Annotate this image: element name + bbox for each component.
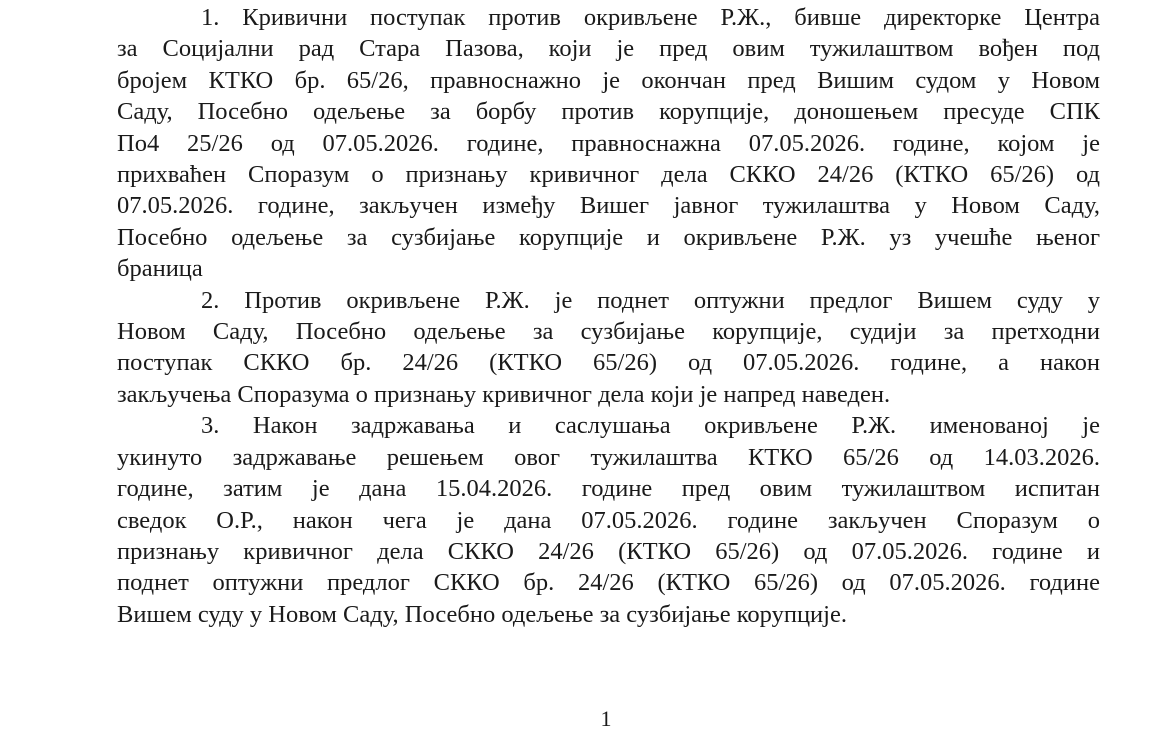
paragraph-line: прихваћен Споразум о признању кривичног дела СККО 24/26 (КТКО 65/26) од <box>117 161 1100 189</box>
paragraph-line: закључења Споразума о признању кривичног дела који је напред наведен. <box>117 380 891 408</box>
paragraph-line: браница <box>117 255 203 283</box>
paragraph-line: признању кривичног дела СККО 24/26 (КТКО 65/26) од 07.05.2026. године и <box>117 537 1100 565</box>
paragraph-line: Саду, Посебно одељење за борбу против корупције, доношењем пресуде СПК <box>117 98 1100 126</box>
paragraph-line: укинуто задржавање решењем овог тужилаштва КТКО 65/26 од 14.03.2026. <box>117 443 1100 471</box>
paragraph-line: бројем КТКО бр. 65/26, правноснажно је окончан пред Вишим судом у Новом <box>117 66 1100 94</box>
page-number: 1 <box>600 706 612 731</box>
paragraph-1 <box>117 2 1100 285</box>
paragraph-2 <box>117 285 1100 411</box>
paragraph-line: 1. Кривични поступак против окривљене Р.Ж., бивше директорке Центра <box>201 4 1100 31</box>
paragraph-line: године, затим је дана 15.04.2026. године пред овим тужилаштвом испитан <box>117 475 1100 503</box>
paragraph-line: поднет оптужни предлог СККО бр. 24/26 (КТКО 65/26) од 07.05.2026. године <box>117 569 1100 597</box>
paragraph-line: Новом Саду, Посебно одељење за сузбијање корупције, судији за претходни <box>117 318 1100 346</box>
paragraph-line: По4 25/26 од 07.05.2026. године, правноснажна 07.05.2026. године, којом је <box>117 129 1100 157</box>
paragraph-line: 07.05.2026. године, закључен између Вишег јавног тужилаштва у Новом Саду, <box>117 192 1100 220</box>
paragraph-line: Вишем суду у Новом Саду, Посебно одељење за сузбијање корупције. <box>117 600 847 628</box>
paragraph-line: 2. Против окривљене Р.Ж. је поднет оптужни предлог Вишем суду у <box>201 286 1100 314</box>
paragraph-line: поступак СККО бр. 24/26 (КТКО 65/26) од 07.05.2026. године, а након <box>117 349 1100 377</box>
paragraph-3 <box>117 410 1100 630</box>
paragraph-line: Посебно одељење за сузбијање корупције и окривљене Р.Ж. уз учешће њеног <box>117 223 1100 251</box>
paragraph-line: за Социјални рад Стара Пазова, који је пред овим тужилаштвом вођен под <box>117 35 1100 63</box>
paragraph-line: 3. Након задржавања и саслушања окривљене Р.Ж. именованој је <box>201 412 1100 440</box>
paragraph-line: сведок О.Р., након чега је дана 07.05.2026. године закључен Споразум о <box>117 506 1100 534</box>
document-page <box>117 2 1100 630</box>
